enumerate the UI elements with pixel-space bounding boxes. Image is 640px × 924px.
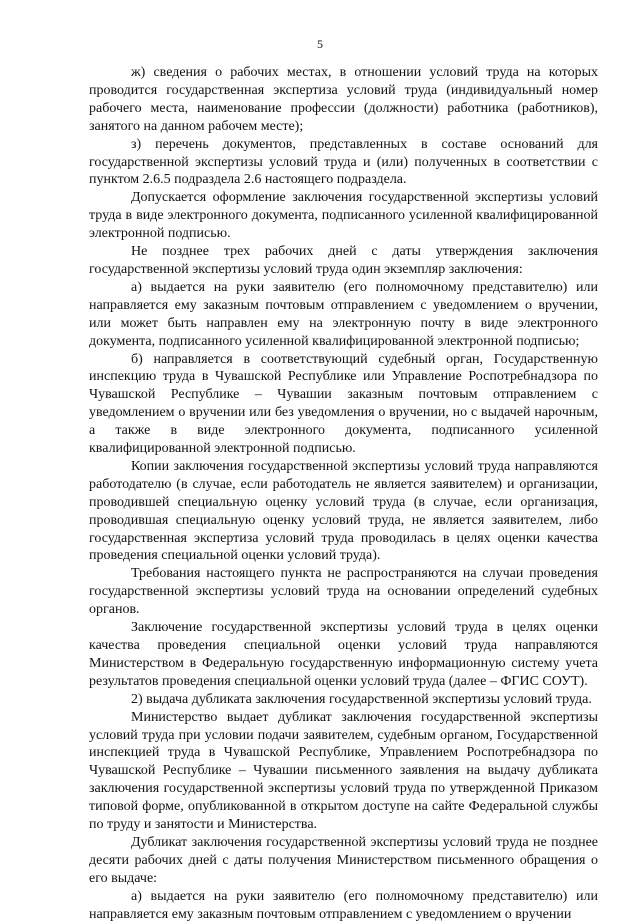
document-body [89,64,598,924]
paragraph-ministry-duplicate: Министерство выдает дубликат заключения государственной экспертизы условий труда при условии подачи заявителем, судебным органом, Государственной инспекцией труда в Чувашской Республике, Управлением Роспотребнадзора по Чувашской Республике – Чувашии письменного заявления на выдачу дубликата заключения государственной экспертизы условий труда по утвержденной Приказом типовой форме, опубликованной в открытом доступе на сайте Федеральной службы по труду и занятости и Министерства. [89,709,598,833]
paragraph-a-duplicate-issue: а) выдается на руки заявителю (его полномочному представителю) или направляется ему заказным почтовым отправлением с уведомлением о вручении [89,888,598,922]
paragraph-b-court: б) направляется в соответствующий судебный орган, Государственную инспекцию труда в Чувашской Республике или Управление Роспотребнадзора по Чувашской Республике – Чувашии заказным почтовым отправлением с уведомлением о вручении или без уведомления о вручении, но с выдачей нарочным, а также в виде электронного документа, подписанного усиленной квалифицированной электронной подписью. [89,351,598,457]
paragraph-duplicate-deadline: Дубликат заключения государственной экспертизы условий труда не позднее десяти рабочих дней с даты получения Министерством письменного обращения о его выдаче: [89,834,598,886]
paragraph-zh: ж) сведения о рабочих местах, в отношении условий труда на которых проводится государственная экспертиза условий труда (индивидуальный номер рабочего места, наименование профессии (должности) работника (работников), занятого на данном рабочем месте); [89,65,598,134]
paragraph-fgis-sout: Заключение государственной экспертизы условий труда в целях оценки качества проведения специальной оценки условий труда направляются Министерством в Федеральную государственную информационную систему учета результатов проведения специальной оценки условий труда (далее – ФГИС СОУТ). [89,620,598,689]
page-number: 5 [317,37,323,51]
paragraph-three-days: Не позднее трех рабочих дней с даты утверждения заключения государственной экспертизы условий труда один экземпляр заключения: [89,244,598,277]
paragraph-copies: Копии заключения государственной экспертизы условий труда направляются работодателю (в случае, если работодатель не является заявителем) и организации, проводившей специальную оценку условий труда (в случае, если организация, проводившая специальную оценку условий труда, не является заявителем, либо государственная экспертиза условий труда проводилась в целях оценки качества проведения специальной оценки условий труда). [89,458,598,564]
paragraph-electronic-form: Допускается оформление заключения государственной экспертизы условий труда в виде электронного документа, подписанного усиленной квалифицированной электронной подписью. [89,190,598,242]
paragraph-duplicate: 2) выдача дубликата заключения государственной экспертизы условий труда. [131,691,592,707]
paragraph-requirements: Требования настоящего пункта не распространяются на случаи проведения государственной экспертизы условий труда на основании определений судебных органов. [89,566,598,618]
paragraph-z: з) перечень документов, представленных в составе оснований для государственной экспертизы условий труда и (или) полученных в соответствии с пунктом 2.6.5 подраздела 2.6 настоящего подраздела. [89,136,598,188]
paragraph-a-issue: а) выдается на руки заявителю (его полномочному представителю) или направляется ему заказным почтовым отправлением с уведомлением о вручении, или может быть направлен ему на электронную почту в виде электронного документа, подписанного усиленной квалифицированной электронной подписью; [89,279,598,349]
